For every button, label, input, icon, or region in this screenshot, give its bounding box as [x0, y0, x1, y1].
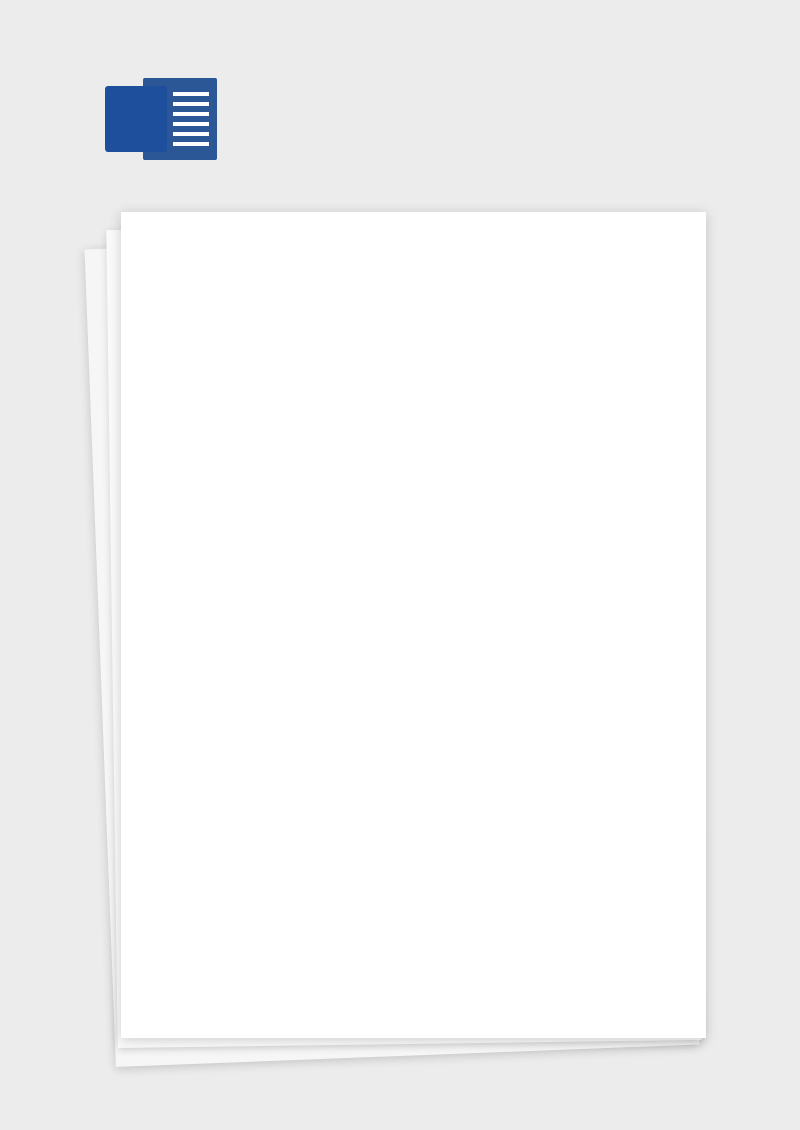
document-page	[121, 212, 706, 1038]
word-logo-icon	[105, 78, 217, 160]
word-letter-badge	[105, 86, 167, 152]
